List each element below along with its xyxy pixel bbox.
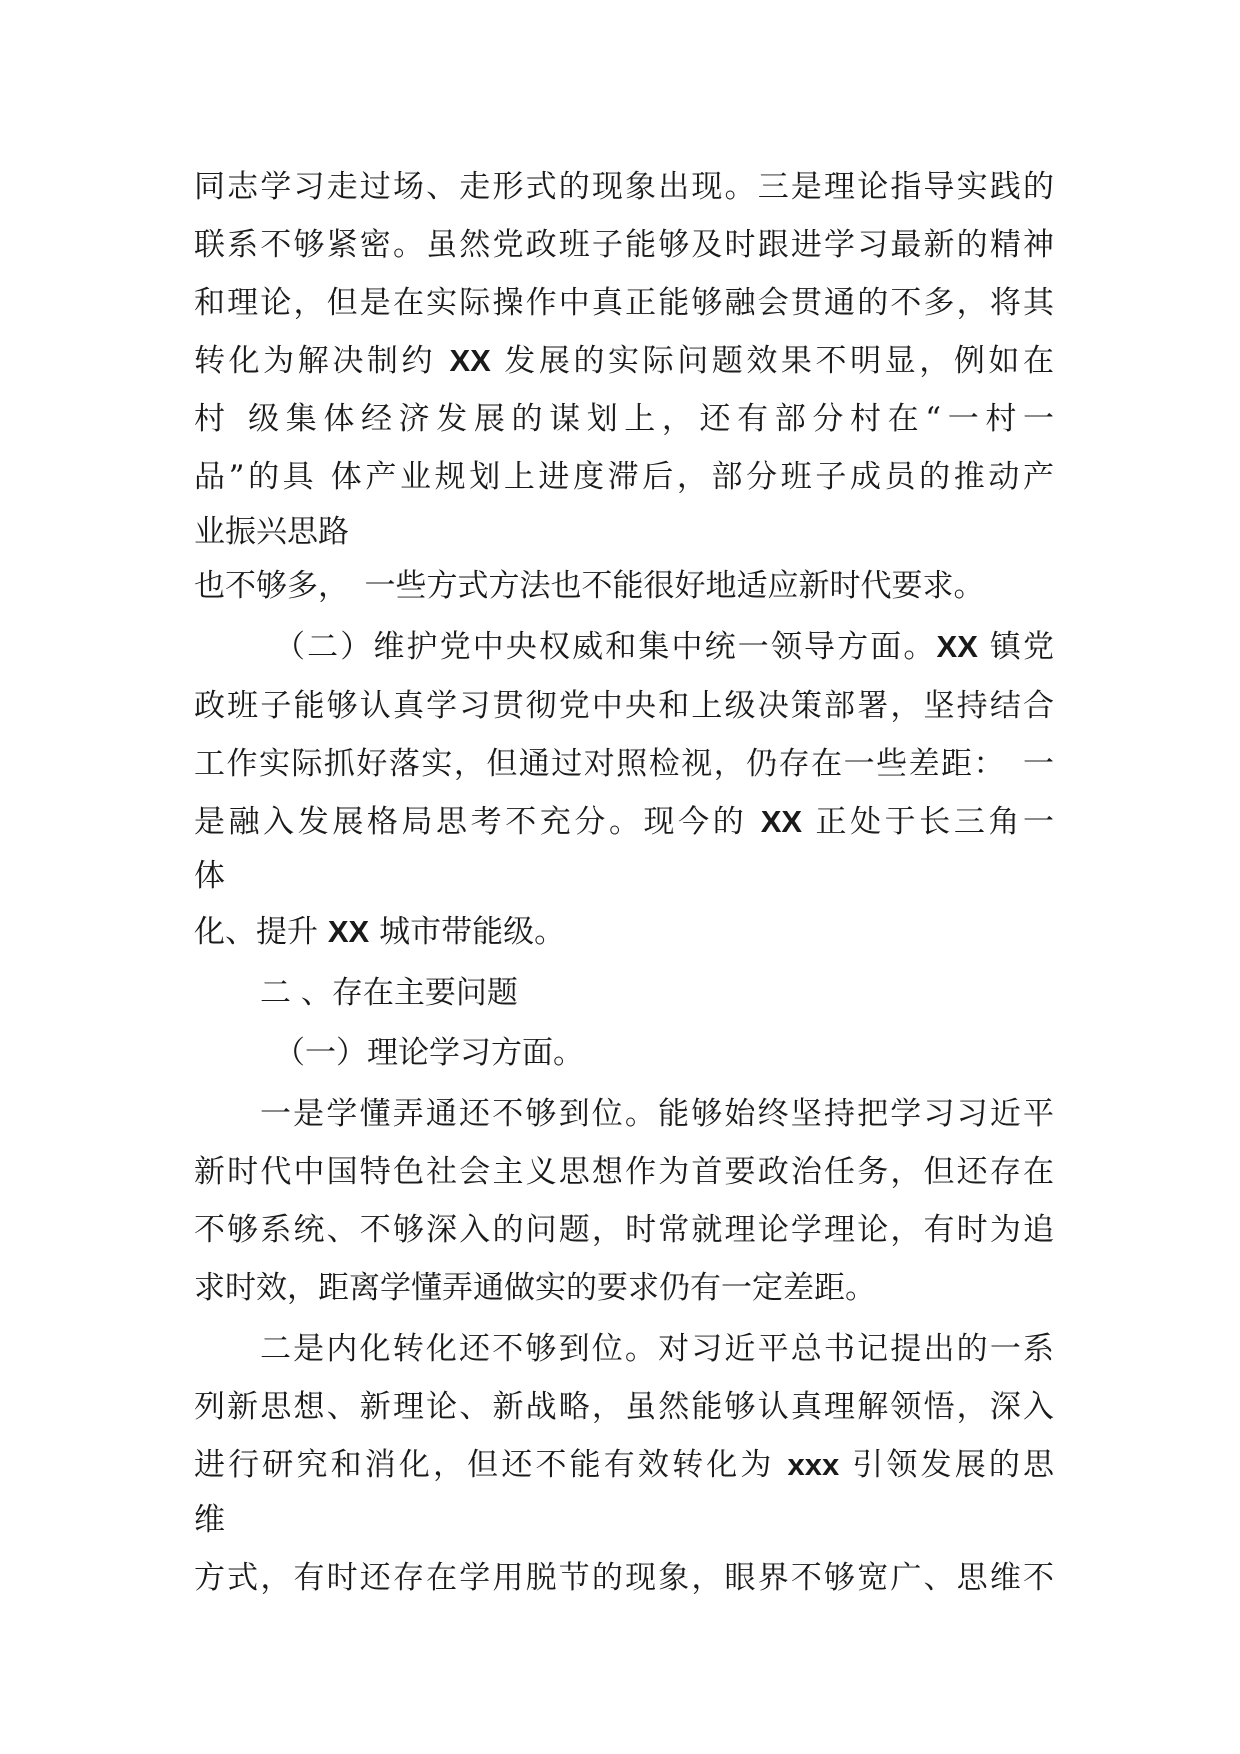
placeholder-token: XX xyxy=(760,804,803,839)
text-line: 求时效，距离学懂弄通做实的要求仍有一定差距。 xyxy=(194,1270,876,1306)
text-line: 联系不够紧密。虽然党政班子能够及时跟进学习最新的精神 xyxy=(194,227,1054,263)
text-line: 政班子能够认真学习贯彻党中央和上级决策部署，坚持结合 xyxy=(194,688,1054,724)
text-line: 列新思想、新理论、新战略，虽然能够认真理解领悟，深入 xyxy=(194,1389,1054,1425)
text-line: 转化为解决制约 XX 发展的实际问题效果不明显，例如在 xyxy=(194,343,1054,379)
text-line: 方式，有时还存在学用脱节的现象，眼界不够宽广、思维不 xyxy=(194,1560,1054,1596)
text-line: 一是学懂弄通还不够到位。能够始终坚持把学习习近平 xyxy=(260,1096,1054,1132)
placeholder-token: XX xyxy=(327,914,370,949)
text-line: 不够系统、不够深入的问题，时常就理论学理论，有时为追 xyxy=(194,1212,1054,1248)
text-line: 二是内化转化还不够到位。对习近平总书记提出的一系 xyxy=(260,1331,1054,1367)
text-line: 也不够多， 一些方式方法也不能很好地适应新时代要求。 xyxy=(194,568,985,604)
text-line: 体 xyxy=(194,858,225,894)
section-heading-main: 二 、存在主要问题 xyxy=(260,975,518,1011)
text-line: 维 xyxy=(194,1502,225,1538)
text-line: 进行研究和消化，但还不能有效转化为 xxx 引领发展的思 xyxy=(194,1447,1054,1483)
section-heading-2: （二）维护党中央权威和集中统一领导方面。XX 镇党 xyxy=(274,629,1054,665)
placeholder-token: xxx xyxy=(787,1447,840,1482)
text-line: 业振兴思路 xyxy=(194,514,349,550)
text-line: 是融入发展格局思考不充分。现今的 XX 正处于长三角一 xyxy=(194,804,1054,840)
text-line: 同志学习走过场、走形式的现象出现。三是理论指导实践的 xyxy=(194,169,1054,205)
text-line: 工作实际抓好落实，但通过对照检视，仍存在一些差距： 一 xyxy=(194,746,1054,782)
text-line: 化、提升 XX 城市带能级。 xyxy=(194,914,566,950)
text-line: 村 级集体经济发展的谋划上，还有部分村在“一村一 xyxy=(194,401,1054,437)
placeholder-token: XX xyxy=(936,629,978,664)
placeholder-token: XX xyxy=(449,343,491,378)
text-line: 新时代中国特色社会主义思想作为首要政治任务，但还存在 xyxy=(194,1154,1054,1190)
text-line: 和理论，但是在实际操作中真正能够融会贯通的不多，将其 xyxy=(194,285,1054,321)
section-heading-1: （一）理论学习方面。 xyxy=(274,1035,584,1071)
text-line: 品”的具 体产业规划上进度滞后，部分班子成员的推动产 xyxy=(194,459,1054,495)
